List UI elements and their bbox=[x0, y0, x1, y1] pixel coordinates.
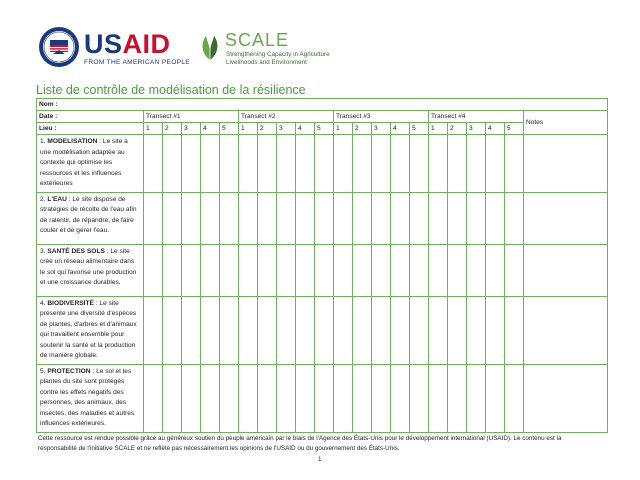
score-cell[interactable] bbox=[296, 364, 315, 432]
score-cell[interactable] bbox=[182, 135, 201, 193]
score-cell[interactable] bbox=[467, 364, 486, 432]
score-header-t3-2: 2 bbox=[353, 123, 372, 135]
score-cell[interactable] bbox=[220, 192, 239, 244]
criterion-row bbox=[37, 244, 608, 296]
usaid-tagline: FROM THE AMERICAN PEOPLE bbox=[84, 59, 191, 66]
scale-leaf-icon bbox=[198, 32, 222, 62]
score-cell[interactable] bbox=[467, 296, 486, 364]
transect-header-4: Transect #4 bbox=[429, 111, 524, 123]
score-cell[interactable] bbox=[220, 244, 239, 296]
criterion-row bbox=[37, 296, 608, 364]
score-header-t4-1: 1 bbox=[429, 123, 448, 135]
score-cell[interactable] bbox=[315, 192, 334, 244]
score-cell[interactable] bbox=[353, 244, 372, 296]
notes-cell[interactable] bbox=[524, 135, 608, 193]
criterion-row bbox=[37, 135, 608, 193]
criterion-description bbox=[37, 364, 144, 432]
score-cell[interactable] bbox=[391, 135, 410, 193]
score-cell[interactable] bbox=[353, 192, 372, 244]
notes-cell[interactable] bbox=[524, 192, 608, 244]
score-cell[interactable] bbox=[163, 135, 182, 193]
usaid-us-text: US bbox=[84, 29, 123, 59]
score-cell[interactable] bbox=[220, 135, 239, 193]
score-cell[interactable] bbox=[315, 244, 334, 296]
checklist-table bbox=[36, 98, 608, 433]
score-cell[interactable] bbox=[239, 296, 258, 364]
score-cell[interactable] bbox=[429, 244, 448, 296]
score-cell[interactable] bbox=[410, 364, 429, 432]
score-cell[interactable] bbox=[429, 296, 448, 364]
score-cell[interactable] bbox=[467, 135, 486, 193]
score-cell[interactable] bbox=[296, 192, 315, 244]
score-cell[interactable] bbox=[505, 296, 524, 364]
criterion-text: : Le site a une modélisation adaptée au contexte qui optimise les ressources et les influences extérieures bbox=[40, 138, 128, 187]
notes-header: Notes bbox=[524, 111, 608, 135]
transect-header-3: Transect #3 bbox=[334, 111, 429, 123]
score-cell[interactable] bbox=[315, 364, 334, 432]
score-cell[interactable] bbox=[372, 135, 391, 193]
score-cell[interactable] bbox=[277, 244, 296, 296]
funding-disclaimer: Cette ressource est rendue possible grâce au généreux soutien du peuple américain par le biais de l'Agence des États-Unis pour le développement international (USAID). Le contenu est la responsabilité de l'initiative SCALE et ne reflète pas nécessairement les opinions de l'USAID ou du gouvernement des États-Unis. bbox=[38, 435, 562, 452]
page-title: Liste de contrôle de modélisation de la résilience bbox=[36, 83, 306, 97]
score-cell[interactable] bbox=[201, 192, 220, 244]
score-cell[interactable] bbox=[258, 296, 277, 364]
score-cell[interactable] bbox=[277, 364, 296, 432]
criterion-row bbox=[37, 192, 608, 244]
transect-header-1: Transect #1 bbox=[144, 111, 239, 123]
score-cell[interactable] bbox=[201, 296, 220, 364]
score-header-t3-1: 1 bbox=[334, 123, 353, 135]
score-header-t2-2: 2 bbox=[258, 123, 277, 135]
score-cell[interactable] bbox=[372, 296, 391, 364]
score-cell[interactable] bbox=[296, 135, 315, 193]
usaid-logo bbox=[84, 30, 190, 66]
criterion-text: : Le site crée un réseau alimentaire dans le sol qui favorise une production et une croissance durables. bbox=[40, 247, 137, 286]
usaid-seal-icon bbox=[38, 26, 80, 68]
criterion-description bbox=[37, 296, 144, 364]
score-header-t3-5: 5 bbox=[410, 123, 429, 135]
date-field: Date : bbox=[37, 111, 144, 123]
score-cell[interactable] bbox=[182, 296, 201, 364]
score-cell[interactable] bbox=[486, 364, 505, 432]
criterion-term: SANTÉ DES SOLS bbox=[47, 247, 105, 255]
score-cell[interactable] bbox=[429, 364, 448, 432]
name-row bbox=[37, 99, 608, 111]
score-cell[interactable] bbox=[239, 192, 258, 244]
criterion-description bbox=[37, 244, 144, 296]
score-cell[interactable] bbox=[163, 192, 182, 244]
score-cell[interactable] bbox=[505, 135, 524, 193]
scale-name: SCALE bbox=[225, 30, 290, 50]
score-cell[interactable] bbox=[391, 192, 410, 244]
score-cell[interactable] bbox=[334, 244, 353, 296]
score-cell[interactable] bbox=[315, 296, 334, 364]
scale-subtitle-line1: Strengthening Capacity in Agriculture bbox=[226, 51, 330, 58]
score-cell[interactable] bbox=[410, 244, 429, 296]
score-cell[interactable] bbox=[201, 135, 220, 193]
page-number: 1 bbox=[318, 456, 322, 463]
usaid-aid-text: AID bbox=[122, 29, 171, 59]
score-cell[interactable] bbox=[163, 296, 182, 364]
notes-cell[interactable] bbox=[524, 296, 608, 364]
score-header-t3-3: 3 bbox=[372, 123, 391, 135]
score-cell[interactable] bbox=[163, 364, 182, 432]
score-cell[interactable] bbox=[258, 135, 277, 193]
score-cell[interactable] bbox=[201, 364, 220, 432]
score-cell[interactable] bbox=[258, 192, 277, 244]
place-field: Lieu : bbox=[37, 123, 144, 135]
score-header-t4-4: 4 bbox=[486, 123, 505, 135]
score-cell[interactable] bbox=[258, 244, 277, 296]
score-cell[interactable] bbox=[505, 244, 524, 296]
score-cell[interactable] bbox=[429, 192, 448, 244]
score-cell[interactable] bbox=[486, 192, 505, 244]
criterion-row bbox=[37, 364, 608, 432]
score-cell[interactable] bbox=[277, 296, 296, 364]
score-header-t4-2: 2 bbox=[448, 123, 467, 135]
score-cell[interactable] bbox=[163, 244, 182, 296]
score-header-t1-2: 2 bbox=[163, 123, 182, 135]
score-cell[interactable] bbox=[486, 244, 505, 296]
date-row bbox=[37, 111, 608, 123]
score-cell[interactable] bbox=[410, 192, 429, 244]
criterion-term: PROTECTION bbox=[47, 367, 91, 375]
criterion-description bbox=[37, 135, 144, 193]
criterion-term: MODELISATION bbox=[47, 138, 98, 145]
score-header-t1-4: 4 bbox=[201, 123, 220, 135]
criterion-description bbox=[37, 192, 144, 244]
score-cell[interactable] bbox=[239, 364, 258, 432]
score-cell[interactable] bbox=[353, 296, 372, 364]
score-header-t2-1: 1 bbox=[239, 123, 258, 135]
score-cell[interactable] bbox=[391, 296, 410, 364]
criterion-text: : Le sol et les plantes du site sont protégés contre les effets négatifs des personnes, des animaux, des insectes, des maladies et autres influences extérieures. bbox=[40, 367, 135, 427]
score-cell[interactable] bbox=[448, 364, 467, 432]
logo-bar bbox=[38, 26, 338, 70]
score-cell[interactable] bbox=[448, 135, 467, 193]
score-cell[interactable] bbox=[144, 364, 163, 432]
transect-header-2: Transect #2 bbox=[239, 111, 334, 123]
score-cell[interactable] bbox=[486, 135, 505, 193]
score-cell[interactable] bbox=[372, 364, 391, 432]
criterion-number: 1. bbox=[40, 138, 46, 145]
name-field: Nom : bbox=[37, 99, 608, 111]
score-header-t2-5: 5 bbox=[315, 123, 334, 135]
score-cell[interactable] bbox=[182, 364, 201, 432]
notes-cell[interactable] bbox=[524, 244, 608, 296]
score-cell[interactable] bbox=[505, 364, 524, 432]
score-cell[interactable] bbox=[410, 296, 429, 364]
criterion-text: : Le site dispose de stratégies de récolte de l'eau afin de ralentir, de répandre, de faire couler et de gérer l'eau. bbox=[40, 195, 137, 234]
score-cell[interactable] bbox=[353, 364, 372, 432]
criterion-text: : Le site présente une diversité d'espèces de plantes, d'arbres et d'animaux qui travaillent ensemble pour soutenir la santé et la production de manière globale. bbox=[40, 299, 137, 359]
score-cell[interactable] bbox=[239, 135, 258, 193]
score-cell[interactable] bbox=[182, 192, 201, 244]
score-cell[interactable] bbox=[182, 244, 201, 296]
score-cell[interactable] bbox=[505, 192, 524, 244]
score-cell[interactable] bbox=[372, 244, 391, 296]
score-header-t2-4: 4 bbox=[296, 123, 315, 135]
score-cell[interactable] bbox=[486, 296, 505, 364]
criterion-number: 3. bbox=[40, 247, 46, 255]
score-cell[interactable] bbox=[372, 192, 391, 244]
score-cell[interactable] bbox=[410, 135, 429, 193]
score-cell[interactable] bbox=[296, 244, 315, 296]
score-cell[interactable] bbox=[144, 192, 163, 244]
score-header-t4-5: 5 bbox=[505, 123, 524, 135]
place-row bbox=[37, 123, 608, 135]
criterion-number: 5. bbox=[40, 367, 46, 375]
score-cell[interactable] bbox=[220, 296, 239, 364]
score-cell[interactable] bbox=[391, 364, 410, 432]
score-cell[interactable] bbox=[334, 364, 353, 432]
score-cell[interactable] bbox=[334, 296, 353, 364]
score-cell[interactable] bbox=[201, 244, 220, 296]
score-cell[interactable] bbox=[353, 135, 372, 193]
score-cell[interactable] bbox=[467, 244, 486, 296]
score-cell[interactable] bbox=[277, 135, 296, 193]
criterion-number: 4. bbox=[40, 299, 46, 307]
score-header-t1-3: 3 bbox=[182, 123, 201, 135]
score-cell[interactable] bbox=[334, 192, 353, 244]
score-header-t3-4: 4 bbox=[391, 123, 410, 135]
score-cell[interactable] bbox=[334, 135, 353, 193]
score-header-t1-5: 5 bbox=[220, 123, 239, 135]
score-cell[interactable] bbox=[239, 244, 258, 296]
score-cell[interactable] bbox=[391, 244, 410, 296]
score-cell[interactable] bbox=[144, 244, 163, 296]
score-cell[interactable] bbox=[144, 296, 163, 364]
criterion-term: BIODIVERSITÉ bbox=[47, 299, 94, 307]
score-header-t4-3: 3 bbox=[467, 123, 486, 135]
score-cell[interactable] bbox=[277, 192, 296, 244]
scale-subtitle bbox=[226, 51, 330, 66]
notes-cell[interactable] bbox=[524, 364, 608, 432]
score-cell[interactable] bbox=[448, 192, 467, 244]
score-cell[interactable] bbox=[448, 296, 467, 364]
score-cell[interactable] bbox=[258, 364, 277, 432]
score-cell[interactable] bbox=[220, 364, 239, 432]
score-header-t1-1: 1 bbox=[144, 123, 163, 135]
scale-subtitle-line2: Livelihoods and Environment bbox=[226, 58, 307, 66]
criterion-number: 2. bbox=[40, 195, 46, 203]
score-cell[interactable] bbox=[448, 244, 467, 296]
score-cell[interactable] bbox=[315, 135, 334, 193]
score-cell[interactable] bbox=[296, 296, 315, 364]
score-cell[interactable] bbox=[144, 135, 163, 193]
score-cell[interactable] bbox=[467, 192, 486, 244]
criterion-term: L'EAU bbox=[47, 195, 67, 203]
score-header-t2-3: 3 bbox=[277, 123, 296, 135]
score-cell[interactable] bbox=[429, 135, 448, 193]
